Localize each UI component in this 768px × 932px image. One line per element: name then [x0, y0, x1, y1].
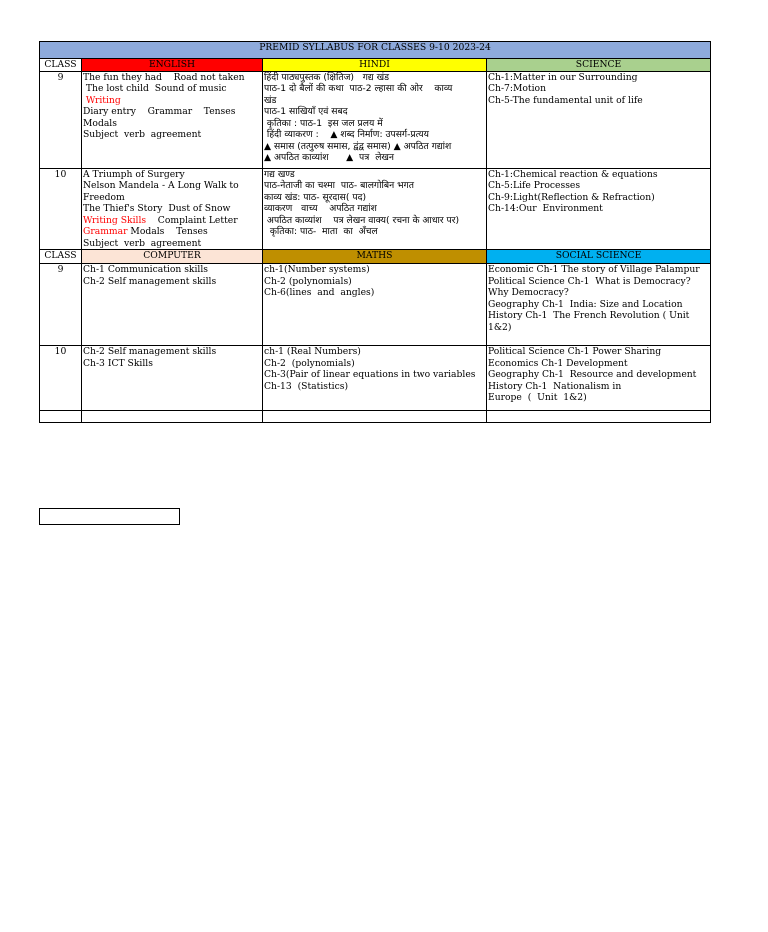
- english-item: The lost child Sound of music: [83, 83, 227, 94]
- science-item: Ch-5-The fundamental unit of life: [488, 94, 643, 106]
- page-title: PREMID SYLLABUS FOR CLASSES 9-10 2023-24: [40, 42, 711, 59]
- hindi-item: पाठ-1 दो बैलों की कथा पाठ-2 ल्हासा की ओर काव्य: [264, 83, 453, 94]
- sst-item: Economic Ch-1 The story of Village Palampur: [488, 264, 700, 275]
- computer-header: COMPUTER: [82, 250, 263, 264]
- class-header: CLASS: [40, 59, 82, 72]
- english-header: ENGLISH: [82, 59, 263, 72]
- english-item: Modals Tenses: [127, 226, 208, 237]
- science-item: Ch-9:Light(Reflection & Refraction): [488, 191, 655, 203]
- hindi-header: HINDI: [263, 59, 487, 72]
- hindi-item: कृतिका: पाठ- माता का अँचल: [264, 226, 378, 237]
- english-item: Complaint Letter: [146, 214, 238, 226]
- sst-item: Why Democracy?: [488, 287, 569, 298]
- sst-item: History Ch-1 Nationalism in: [488, 380, 622, 392]
- hindi-item: कृतिका : पाठ-1 इस जल प्रलय में: [264, 117, 383, 129]
- maths-item: Ch-2 (polynomials): [264, 357, 355, 369]
- hindi-item: हिंदी व्याकरण : ▲ शब्द निर्माण: उपसर्ग-प्रत्यय: [264, 129, 429, 140]
- science-item: Ch-1:Matter in our Surrounding: [488, 71, 638, 83]
- hindi-item: ▲ अपठित काव्यांश ▲ पत्र लेखन: [264, 152, 395, 163]
- empty-cell: [487, 411, 711, 423]
- maths-9-cell: [263, 264, 487, 346]
- sst-item: Political Science Ch-1 Power Sharing: [488, 346, 662, 357]
- science-9-cell: [487, 71, 711, 168]
- title-row: [40, 42, 711, 59]
- science-10-cell: [487, 168, 711, 250]
- hindi-9-cell: [263, 71, 487, 168]
- maths-item: Ch-6(lines and angles): [264, 287, 375, 298]
- sst-item: Economics Ch-1 Development: [488, 357, 628, 369]
- hindi-item: व्याकरण वाच्य अपठित गद्यांश: [264, 203, 377, 214]
- header-row-2: [40, 250, 711, 264]
- english-item: Subject verb agreement: [83, 237, 202, 249]
- english-item: [83, 215, 261, 227]
- maths-item: ch-1 (Real Numbers): [264, 346, 361, 357]
- sst-item: 1&2): [488, 321, 512, 333]
- hindi-item: ▲ समास (तत्पुरुष समास, द्वंद्व समास) ▲ अपठित गद्यांश: [264, 140, 452, 152]
- hindi-item: गद्य खण्ड: [264, 168, 295, 180]
- class-label: 10: [40, 346, 82, 411]
- english-item: Freedom: [83, 191, 125, 203]
- english-9-cell: [82, 71, 263, 168]
- science-item: Ch-7:Motion: [488, 83, 547, 94]
- science-item: Ch-14:Our Environment: [488, 203, 603, 214]
- english-item: Modals: [83, 117, 117, 129]
- empty-cell: [82, 411, 263, 423]
- science-item: Ch-1:Chemical reaction & equations: [488, 168, 658, 180]
- computer-item: Ch-2 Self management skills: [83, 275, 217, 287]
- writing-skills-heading: Writing Skills: [83, 214, 147, 226]
- hindi-item: अपठित काव्यांश पत्र लेखन वाक्य( रचना के आधार पर): [264, 214, 460, 226]
- hindi-item: खंड: [264, 94, 277, 106]
- hindi-10-cell: [263, 168, 487, 250]
- computer-10-cell: [82, 346, 263, 411]
- class-label: 9: [40, 264, 82, 346]
- english-item: The Thief's Story Dust of Snow: [83, 203, 231, 214]
- sst-item: Political Science Ch-1 What is Democracy?: [488, 275, 691, 287]
- social-science-header: SOCIAL SCIENCE: [487, 250, 711, 264]
- social-science-9-cell: [487, 264, 711, 346]
- hindi-item: काव्य खंड: पाठ- सूरदास( पद): [264, 191, 367, 203]
- english-10-cell: [82, 168, 263, 250]
- empty-cell: [40, 411, 82, 423]
- maths-header: MATHS: [263, 250, 487, 264]
- english-item: The fun they had Road not taken: [83, 71, 245, 83]
- class-label: 9: [40, 71, 82, 168]
- social-science-10-cell: [487, 346, 711, 411]
- english-item: A Triumph of Surgery: [83, 168, 185, 180]
- hindi-item: पाठ-नेताजी का चश्मा पाठ- बालगोबिन भगत: [264, 180, 414, 191]
- sst-item: History Ch-1 The French Revolution ( Unit: [488, 310, 690, 321]
- sst-item: Europe ( Unit 1&2): [488, 392, 587, 403]
- english-item: Subject verb agreement: [83, 129, 202, 140]
- class-10-row-languages: [40, 168, 711, 250]
- syllabus-table: [39, 41, 711, 423]
- maths-item: Ch-3(Pair of linear equations in two variables: [264, 369, 476, 380]
- empty-row: [40, 411, 711, 423]
- class-9-row-languages: [40, 71, 711, 168]
- english-item: [83, 226, 261, 238]
- class-label: 10: [40, 168, 82, 250]
- english-item: Nelson Mandela - A Long Walk to: [83, 180, 239, 191]
- sst-item: Geography Ch-1 Resource and development: [488, 369, 697, 380]
- computer-item: Ch-1 Communication skills: [83, 264, 209, 275]
- english-item: Diary entry Grammar Tenses: [83, 106, 236, 117]
- class-10-row-other: [40, 346, 711, 411]
- class-header: CLASS: [40, 250, 82, 264]
- science-header: SCIENCE: [487, 59, 711, 72]
- computer-item: Ch-2 Self management skills: [83, 346, 217, 357]
- sst-item: Geography Ch-1 India: Size and Location: [488, 298, 683, 310]
- computer-item: Ch-3 ICT Skills: [83, 357, 153, 369]
- computer-9-cell: [82, 264, 263, 346]
- grammar-heading: Grammar: [83, 226, 128, 237]
- maths-item: Ch-13 (Statistics): [264, 380, 349, 392]
- class-9-row-other: [40, 264, 711, 346]
- maths-10-cell: [263, 346, 487, 411]
- hindi-item: हिंदी पाठ्यपुस्तक (क्षितिज) गद्य खंड: [264, 71, 390, 83]
- writing-heading: Writing: [83, 94, 121, 106]
- empty-bordered-box: [39, 508, 180, 525]
- header-row-1: [40, 59, 711, 72]
- maths-item: Ch-2 (polynomials): [264, 275, 352, 287]
- empty-cell: [263, 411, 487, 423]
- science-item: Ch-5:Life Processes: [488, 180, 581, 191]
- maths-item: ch-1(Number systems): [264, 264, 370, 275]
- hindi-item: पाठ-1 साखियाँ एवं सबद: [264, 106, 348, 117]
